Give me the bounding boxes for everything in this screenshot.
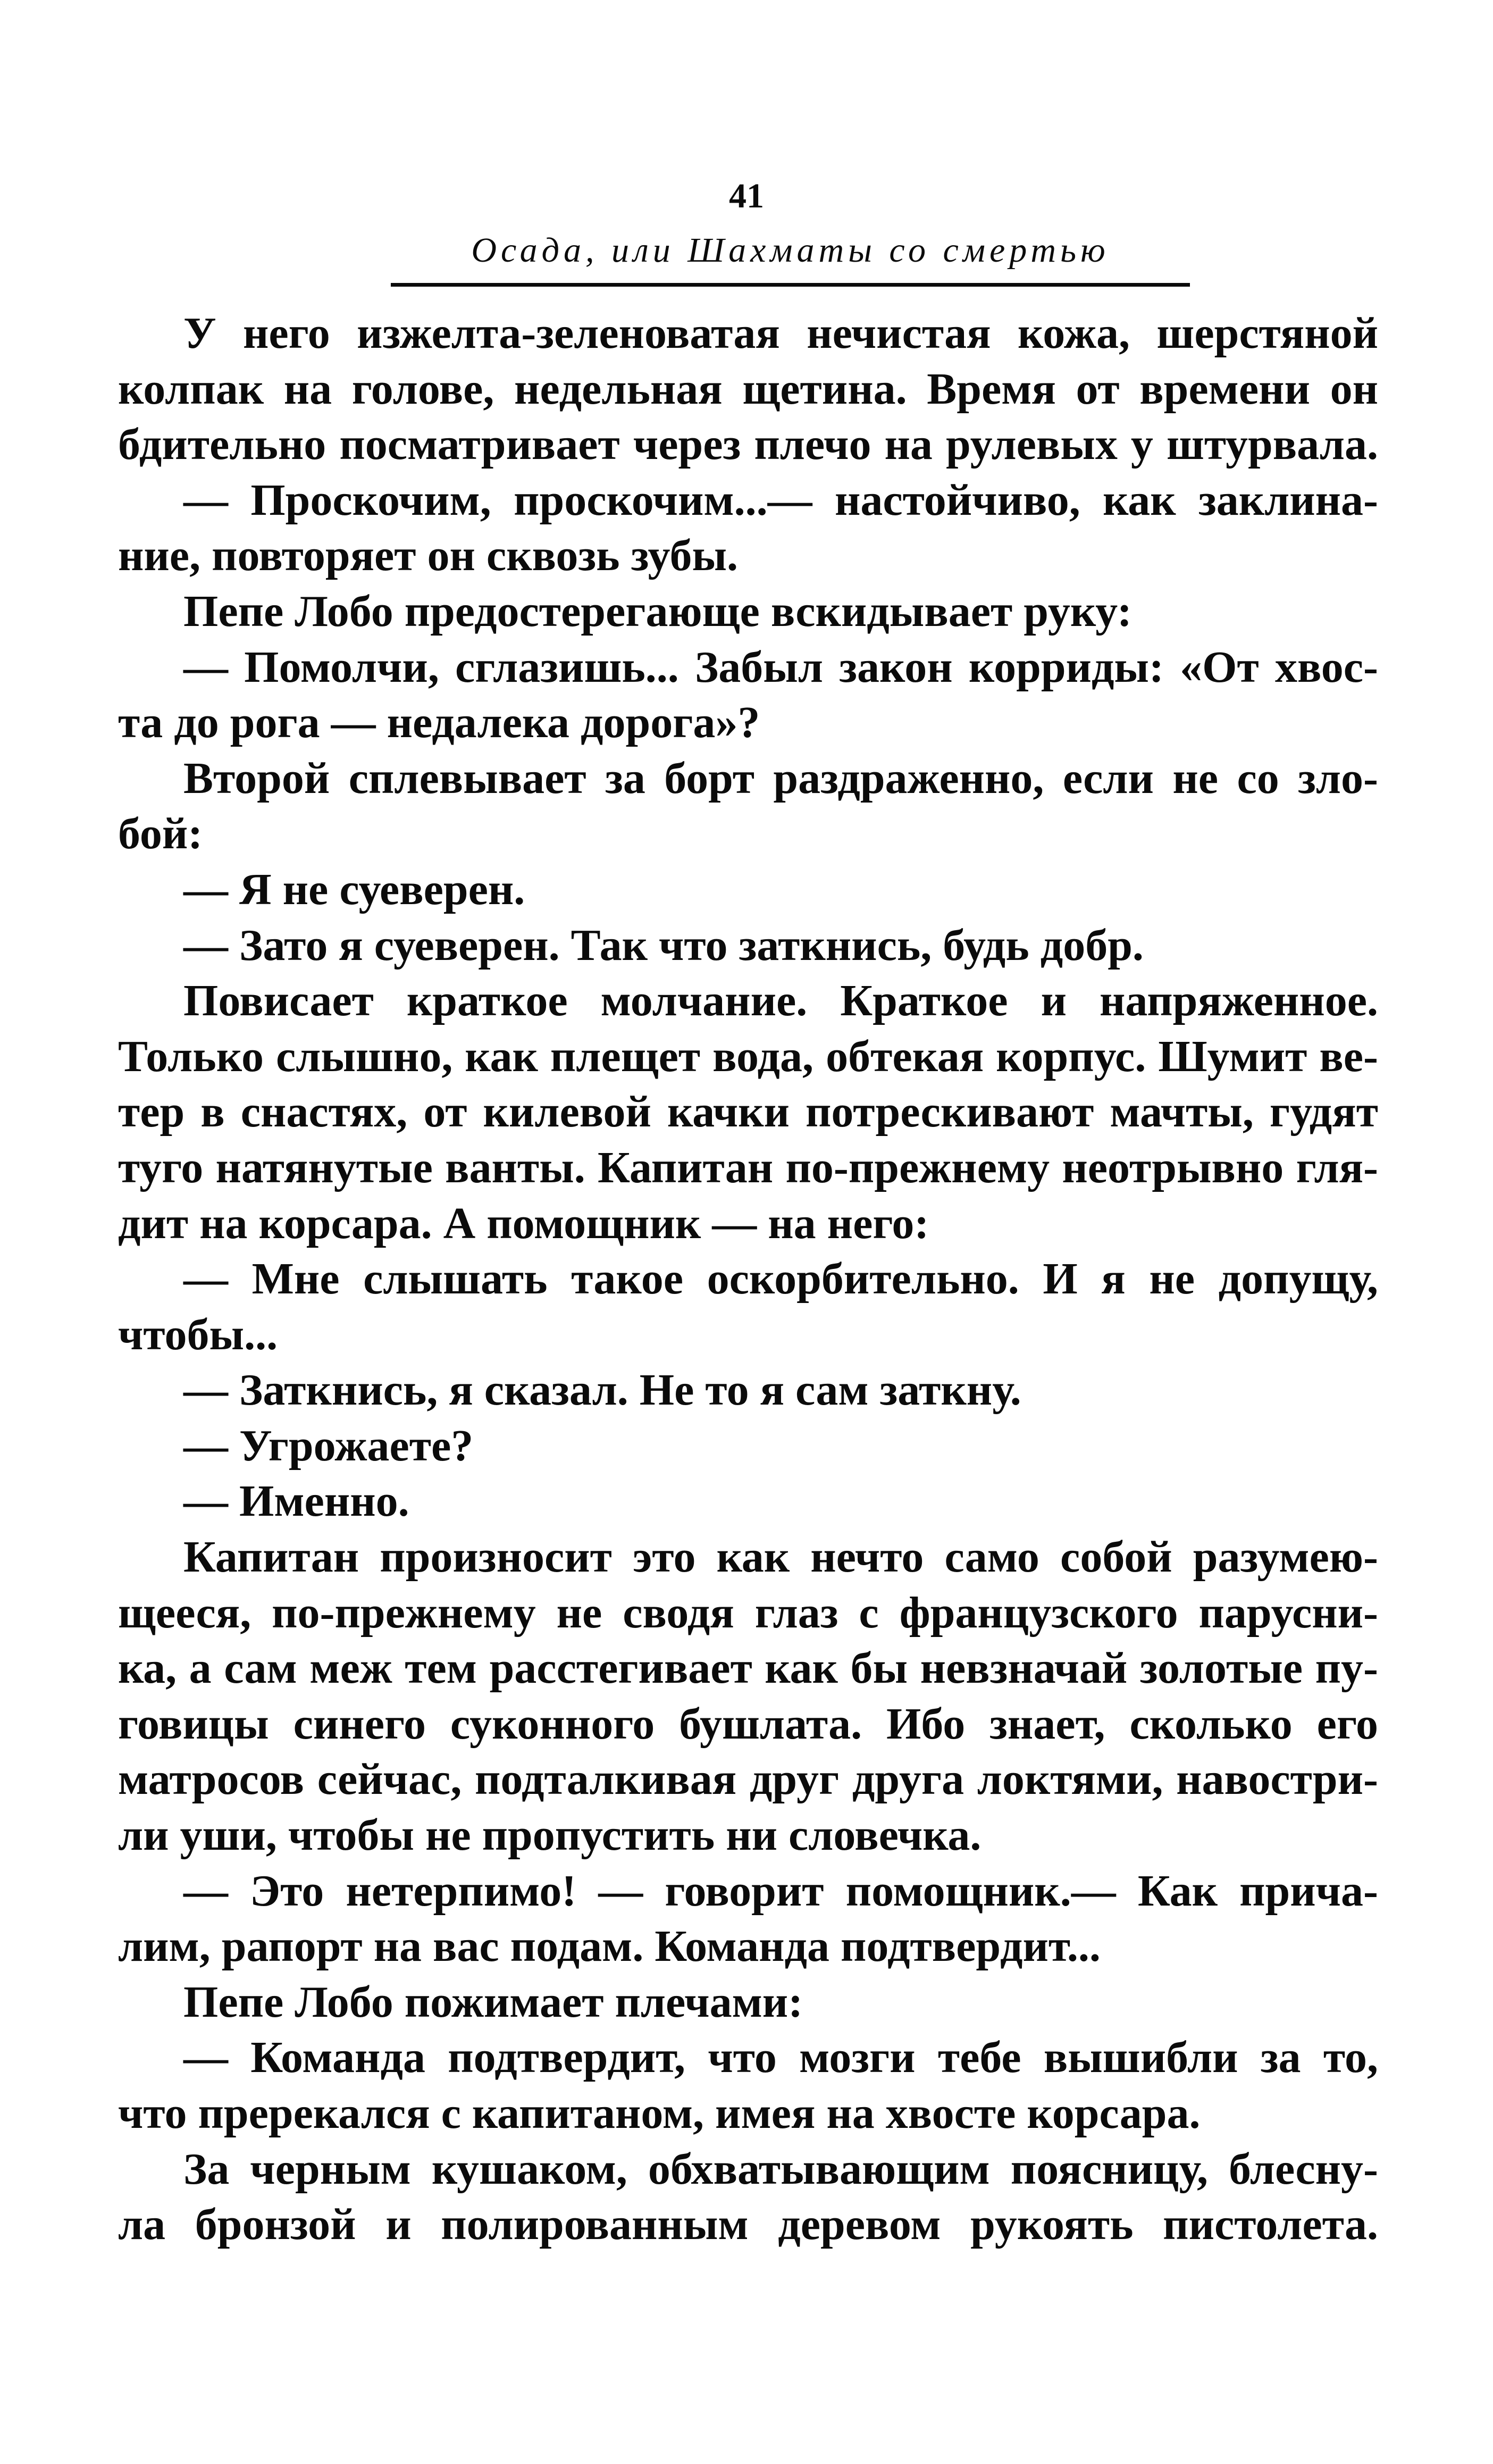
page-number: 41 [729, 177, 764, 215]
text-line: лим, рапорт на вас подам. Команда подтвердит... [118, 1922, 1101, 1972]
text-line: ка, а сам меж тем расстегивает как бы невзначай золотые пу- [118, 1643, 1378, 1693]
text-line: матросов сейчас, подталкивая друг друга локтями, навостри- [118, 1755, 1378, 1805]
text-line: Повисает краткое молчание. Краткое и напряженное. [183, 976, 1378, 1026]
text-line: что пререкался с капитаном, имея на хвосте корсара. [118, 2089, 1201, 2138]
text-line: говицы синего суконного бушлата. Ибо знает, сколько его [118, 1699, 1378, 1749]
text-line: ла бронзой и полированным деревом рукоять пистолета. [118, 2200, 1378, 2250]
text-line: Только слышно, как плещет вода, обтекая корпус. Шумит ве- [118, 1031, 1378, 1081]
running-title: Осада, или Шахматы со смертью [471, 231, 1110, 270]
text-line: туго натянутые ванты. Капитан по-прежнему неотрывно гля- [118, 1142, 1378, 1192]
text-line: — Зато я суеверен. Так что заткнись, будь добр. [183, 920, 1144, 970]
text-line: ли уши, чтобы не пропустить ни словечка. [118, 1810, 982, 1860]
text-line: — Именно. [183, 1476, 409, 1526]
text-line: — Это нетерпимо! — говорит помощник.— Как прича- [183, 1866, 1378, 1916]
text-line: Пепе Лобо предостерегающе вскидывает руку: [183, 586, 1132, 636]
text-line: чтобы... [118, 1309, 278, 1359]
text-line: бой: [118, 809, 203, 859]
text-line: дит на корсара. А помощник — на него: [118, 1198, 929, 1248]
text-line: — Угрожаете? [183, 1421, 474, 1471]
body-text [118, 306, 1378, 2253]
text-line: щееся, по-прежнему не сводя глаз с французского парусни- [118, 1588, 1378, 1638]
text-line: За черным кушаком, обхватывающим поясницу, блесну- [183, 2144, 1378, 2194]
text-line: — Команда подтвердит, что мозги тебе вышибли за то, [183, 2033, 1378, 2083]
text-line: — Проскочим, проскочим...— настойчиво, как заклина- [183, 475, 1378, 525]
text-line: бдительно посматривает через плечо на рулевых у штурвала. [118, 420, 1378, 470]
text-line: та до рога — недалека дорога»? [118, 698, 760, 748]
text-line: У него изжелта-зеленоватая нечистая кожа, шерстяной [183, 308, 1378, 358]
text-line: — Помолчи, сглазишь... Забыл закон корриды: «От хвос- [183, 642, 1378, 692]
text-line: колпак на голове, недельная щетина. Время от времени он [118, 364, 1378, 414]
text-line: Второй сплевывает за борт раздраженно, если не со зло- [183, 753, 1378, 803]
text-line: Капитан произносит это как нечто само собой разумею- [183, 1532, 1378, 1582]
header-rule [391, 283, 1190, 287]
text-line: тер в снастях, от килевой качки потрескивают мачты, гудят [118, 1087, 1378, 1137]
text-line: ние, повторяет он сквозь зубы. [118, 531, 739, 581]
text-line: Пепе Лобо пожимает плечами: [183, 1977, 803, 2027]
text-line: — Мне слышать такое оскорбительно. И я не допущу, [183, 1254, 1378, 1304]
text-line: — Я не суеверен. [183, 864, 525, 914]
text-line: — Заткнись, я сказал. Не то я сам заткну. [183, 1365, 1021, 1415]
